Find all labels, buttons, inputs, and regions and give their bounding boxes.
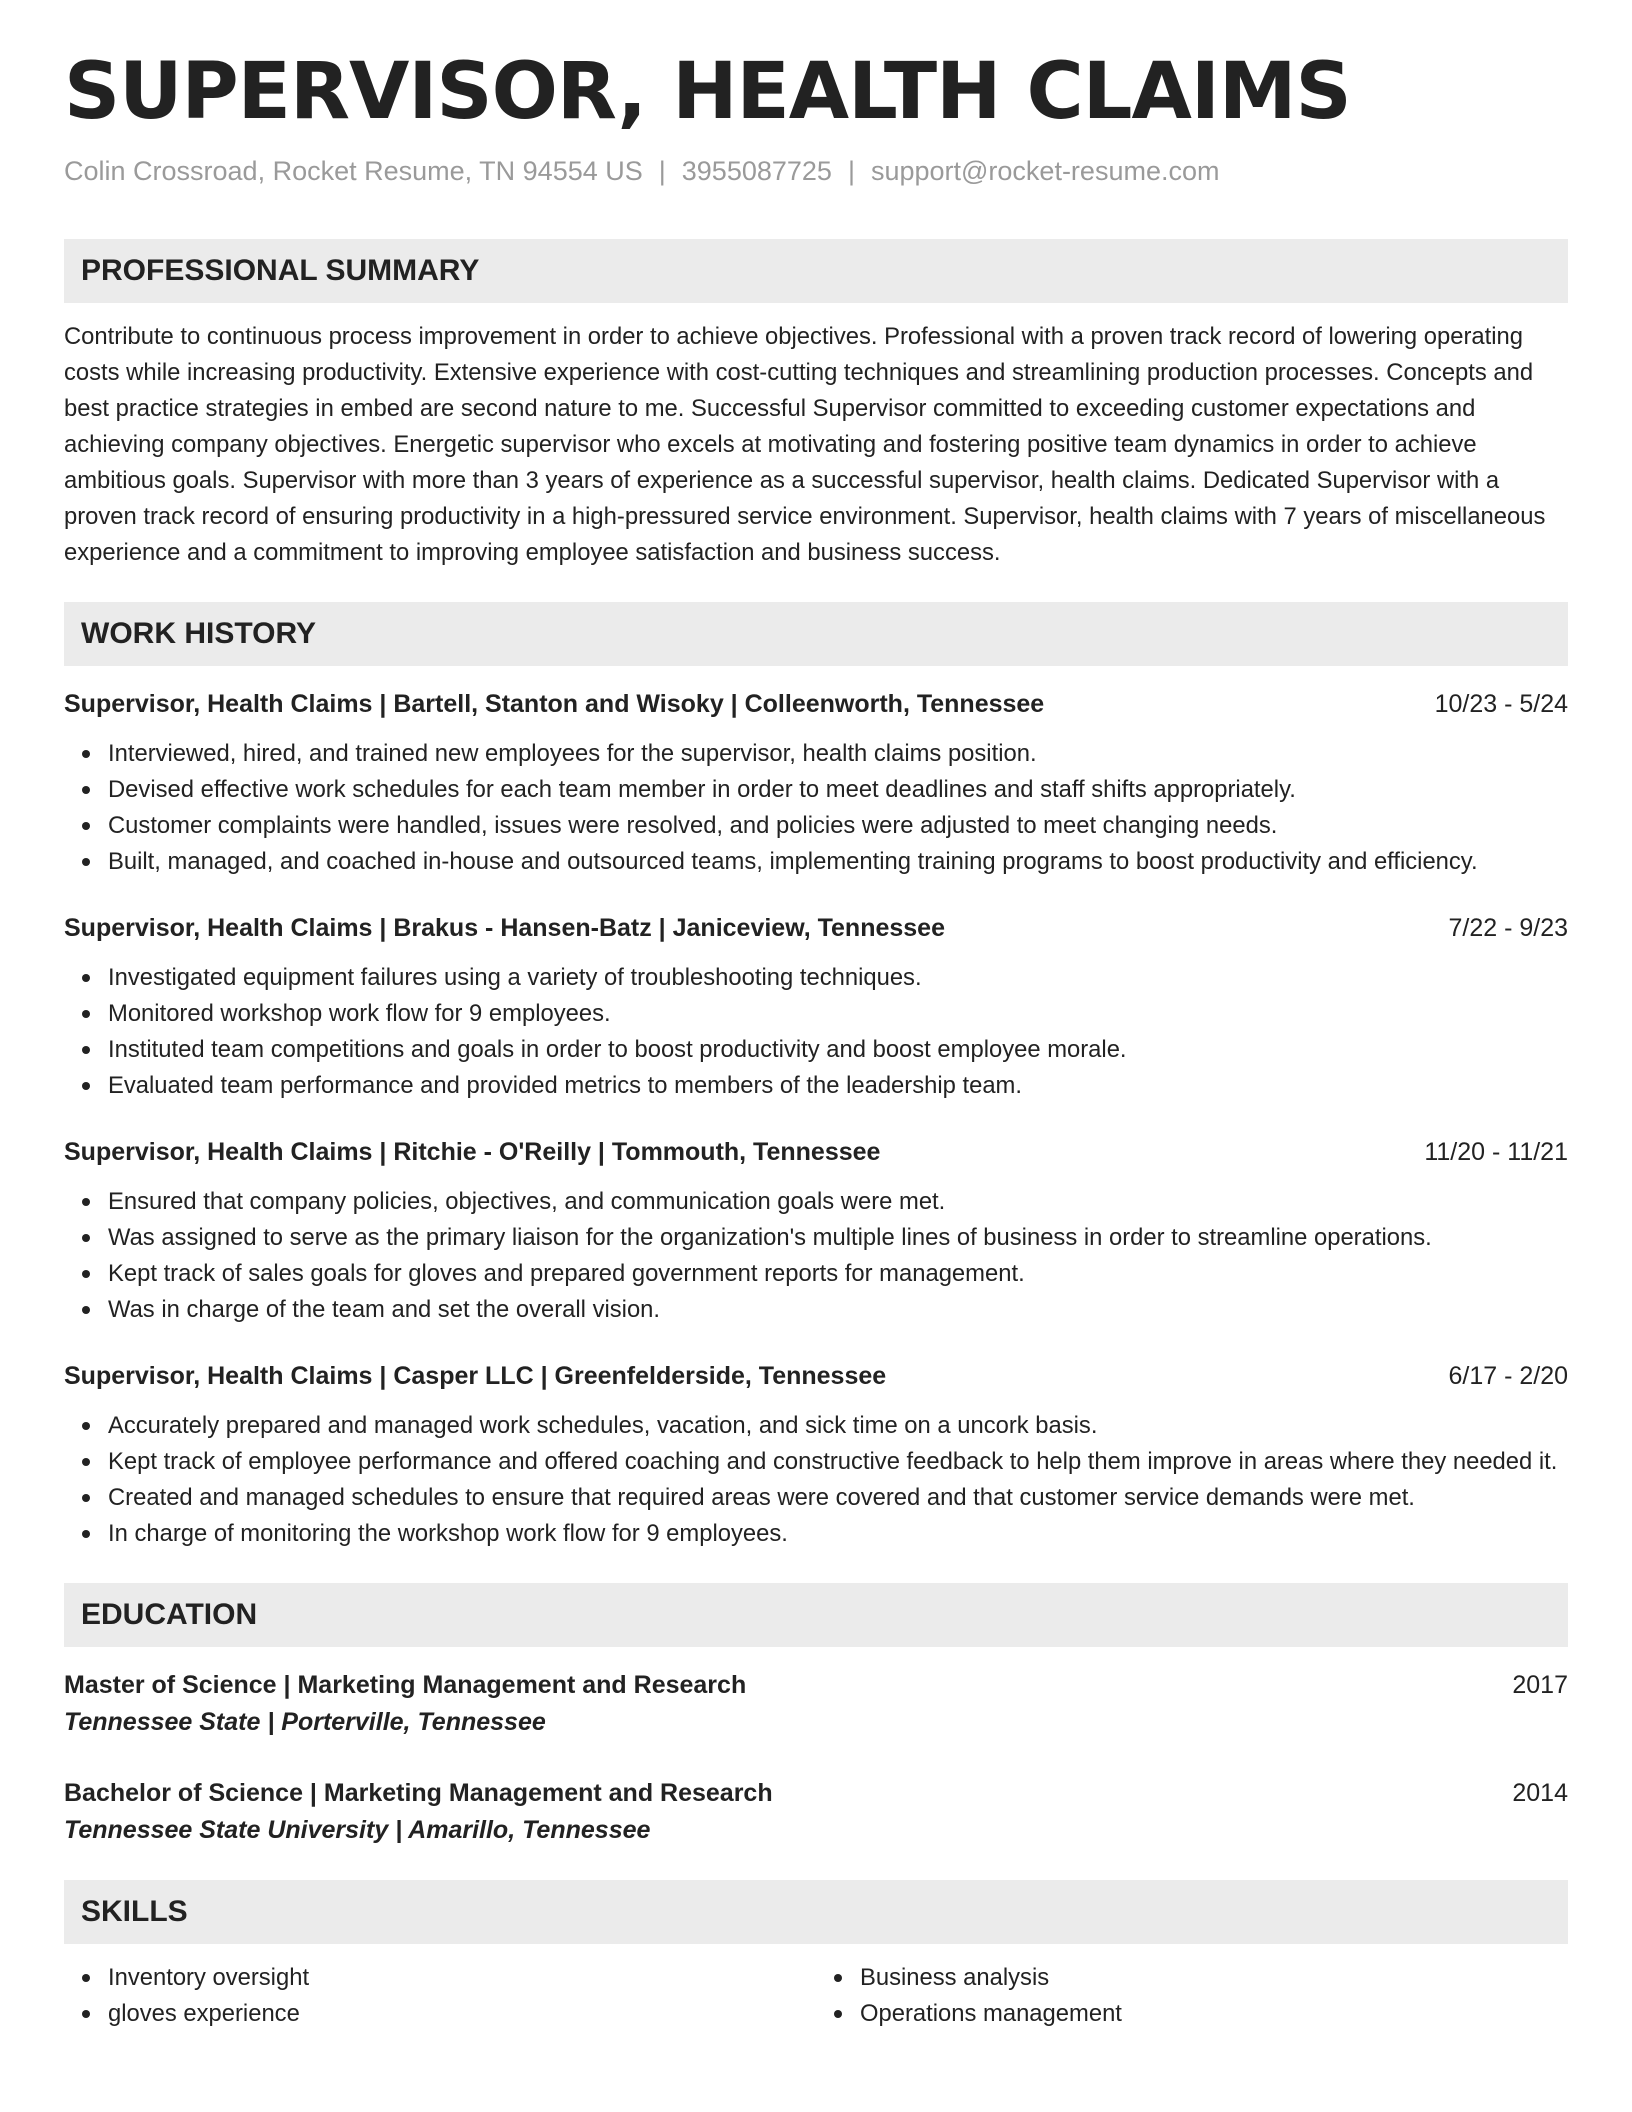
skill-item: gloves experience	[108, 1996, 816, 2032]
education-entry	[64, 1775, 1568, 1849]
education-year: 2017	[1512, 1670, 1568, 1699]
contact-phone: 3955087725	[681, 155, 832, 186]
job-bullets	[64, 960, 1568, 1104]
job-dates: 7/22 - 9/23	[1448, 913, 1568, 942]
job-entry	[64, 910, 1568, 1104]
candidate-name: SUPERVISOR, HEALTH CLAIMS	[64, 47, 1351, 137]
job-bullets	[64, 1184, 1568, 1328]
skill-item: Business analysis	[860, 1960, 1568, 1996]
skills-heading: SKILLS	[64, 1880, 1568, 1944]
job-bullet: Accurately prepared and managed work schedules, vacation, and sick time on a uncork basis.	[108, 1408, 1568, 1444]
skill-item: Inventory oversight	[108, 1960, 816, 1996]
education-degree: Master of Science | Marketing Management and Research	[64, 1670, 747, 1699]
job-bullet: Was in charge of the team and set the overall vision.	[108, 1292, 1568, 1328]
job-title: Supervisor, Health Claims | Bartell, Stanton and Wisoky | Colleenworth, Tennessee	[64, 689, 1045, 718]
job-entry	[64, 686, 1568, 880]
work-history-heading: WORK HISTORY	[64, 602, 1568, 666]
education-header	[64, 1775, 1568, 1811]
education-school: Tennessee State University | Amarillo, Tennessee	[64, 1815, 651, 1844]
education-school: Tennessee State | Porterville, Tennessee	[64, 1707, 546, 1736]
job-title: Supervisor, Health Claims | Brakus - Hansen-Batz | Janiceview, Tennessee	[64, 913, 945, 942]
job-bullet: Instituted team competitions and goals in order to boost productivity and boost employee morale.	[108, 1032, 1568, 1068]
job-bullet: Devised effective work schedules for each team member in order to meet deadlines and staff shifts appropriately.	[108, 772, 1568, 808]
job-bullets	[64, 736, 1568, 880]
contact-address: Colin Crossroad, Rocket Resume, TN 94554 US	[64, 155, 643, 186]
job-dates: 10/23 - 5/24	[1434, 689, 1568, 718]
job-bullets	[64, 1408, 1568, 1552]
job-bullet: Created and managed schedules to ensure that required areas were covered and that customer service demands were met.	[108, 1480, 1568, 1516]
job-bullet: Evaluated team performance and provided metrics to members of the leadership team.	[108, 1068, 1568, 1104]
job-bullet: Interviewed, hired, and trained new employees for the supervisor, health claims position.	[108, 736, 1568, 772]
resume-page	[64, 47, 1568, 2032]
education-degree: Bachelor of Science | Marketing Management and Research	[64, 1778, 773, 1807]
skill-item: Operations management	[860, 1996, 1568, 2032]
job-bullet: Monitored workshop work flow for 9 employees.	[108, 996, 1568, 1032]
skills-list	[64, 1960, 1568, 2032]
job-entry	[64, 1358, 1568, 1552]
job-bullet: Ensured that company policies, objectives, and communication goals were met.	[108, 1184, 1568, 1220]
job-header	[64, 686, 1568, 722]
job-bullet: Built, managed, and coached in-house and outsourced teams, implementing training programs to boost productivity and efficiency.	[108, 844, 1568, 880]
skills-column-right	[816, 1960, 1568, 2032]
job-title: Supervisor, Health Claims | Ritchie - O'Reilly | Tommouth, Tennessee	[64, 1137, 881, 1166]
education-entry	[64, 1667, 1568, 1741]
education-year: 2014	[1512, 1778, 1568, 1807]
job-bullet: Kept track of employee performance and offered coaching and constructive feedback to help them improve in areas where they needed it.	[108, 1444, 1568, 1480]
job-bullet: Investigated equipment failures using a variety of troubleshooting techniques.	[108, 960, 1568, 996]
job-bullet: Was assigned to serve as the primary liaison for the organization's multiple lines of business in order to streamline operations.	[108, 1220, 1568, 1256]
skills-column-left	[64, 1960, 816, 2032]
summary-heading: PROFESSIONAL SUMMARY	[64, 239, 1568, 303]
job-header	[64, 1358, 1568, 1394]
contact-separator: |	[847, 155, 855, 186]
job-dates: 11/20 - 11/21	[1424, 1137, 1568, 1166]
summary-text: Contribute to continuous process improvement in order to achieve objectives. Professional with a proven track record of lowering operating costs while increasing productivity. Extensive experience with cost-cutting techniques and streamlining production processes. Concepts and best practice strategies in embed are second nature to me. Successful Supervisor committed to exceeding customer expectations and achieving company objectives. Energetic supervisor who excels at motivating and fostering positive team dynamics in order to achieve ambitious goals. Supervisor with more than 3 years of experience as a successful supervisor, health claims. Dedicated Supervisor with a proven track record of ensuring productivity in a high-pressured service environment. Supervisor, health claims with 7 years of miscellaneous experience and a commitment to improving employee satisfaction and business success.	[64, 322, 1546, 566]
job-entry	[64, 1134, 1568, 1328]
education-heading: EDUCATION	[64, 1583, 1568, 1647]
contact-separator: |	[658, 155, 666, 186]
contact-email: support@rocket-resume.com	[870, 155, 1220, 186]
education-header	[64, 1667, 1568, 1703]
job-header	[64, 1134, 1568, 1170]
job-bullet: Kept track of sales goals for gloves and prepared government reports for management.	[108, 1256, 1568, 1292]
job-bullet: In charge of monitoring the workshop work flow for 9 employees.	[108, 1516, 1568, 1552]
job-bullet: Customer complaints were handled, issues were resolved, and policies were adjusted to meet changing needs.	[108, 808, 1568, 844]
job-title: Supervisor, Health Claims | Casper LLC | Greenfelderside, Tennessee	[64, 1361, 887, 1390]
job-header	[64, 910, 1568, 946]
job-dates: 6/17 - 2/20	[1448, 1361, 1568, 1390]
contact-line	[64, 154, 1568, 189]
